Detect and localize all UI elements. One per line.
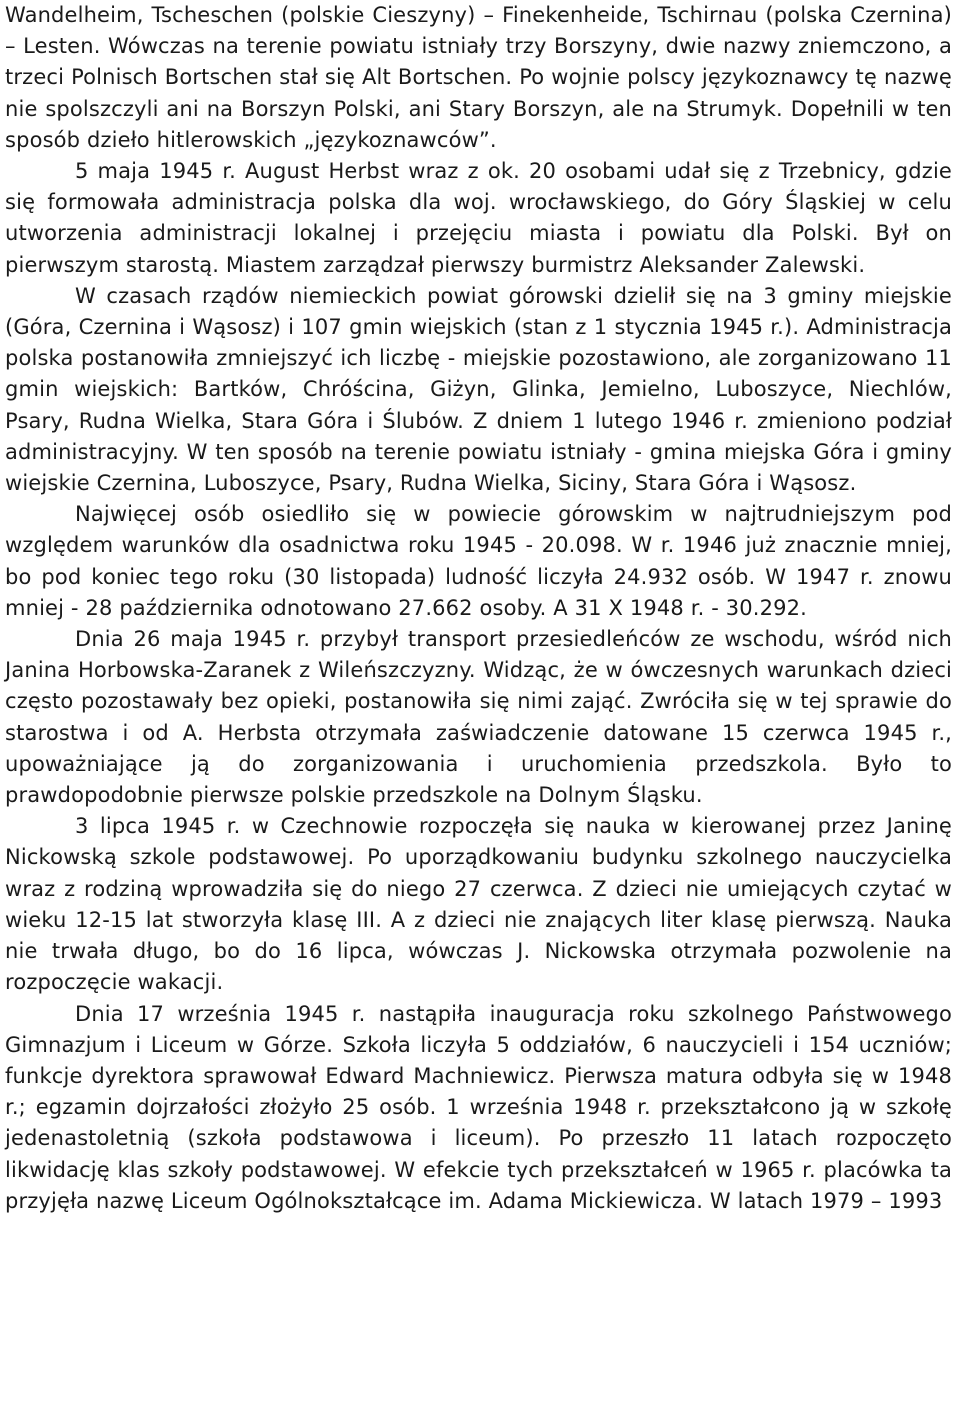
paragraph-first-kindergarten: Dnia 26 maja 1945 r. przybył transport przesiedleńców ze wschodu, wśród nich Janina Horbowska-Zaranek z Wileńszczyzny. Widząc, że w ówczesnych warunkach dzieci często pozostawały bez opieki, postanowiła się nimi zająć. Zwróciła się w tej sprawie do starostwa i od A. Herbsta otrzymała zaświadczenie datowane 15 czerwca 1945 r., upoważniające ją do zorganizowania i uruchomienia przedszkola. Było to prawdopodobnie pierwsze polskie przedszkole na Dolnym Śląsku. (5, 627, 952, 808)
paragraph-gymnasium-lyceum: Dnia 17 września 1945 r. nastąpiła inauguracja roku szkolnego Państwowego Gimnazjum i Liceum w Górze. Szkoła liczyła 5 oddziałów, 6 nauczycieli i 154 uczniów; funkcje dyrektora sprawował Edward Machniewicz. Pierwsza matura odbyła się w 1948 r.; egzamin dojrzałości złożyło 25 osób. 1 września 1948 r. przekształcono ją w szkołę jedenastoletnią (szkoła podstawowa i liceum). Po przeszło 11 latach rozpoczęto likwidację klas szkoły podstawowej. W efekcie tych przekształceń w 1965 r. placówka ta przyjęła nazwę Liceum Ogólnokształcące im. Adama Mickiewicza. W latach 1979 – 1993 (5, 1001, 952, 1213)
paragraph-czechnow-school: 3 lipca 1945 r. w Czechnowie rozpoczęła się nauka w kierowanej przez Janinę Nickowską szkole podstawowej. Po uporządkowaniu budynku szkolnego nauczycielka wraz z rodziną wprowadziła się do niego 27 czerwca. Z dzieci nie umiejących czytać w wieku 12-15 lat stworzyła klasę III. A z dzieci nie znających liter klasę pierwszą. Nauka nie trwała długo, bo do 16 lipca, wówczas J. Nickowska otrzymała pozwolenie na rozpoczęcie wakacji. (5, 814, 952, 995)
paragraph-august-herbst: 5 maja 1945 r. August Herbst wraz z ok. 20 osobami udał się z Trzebnicy, gdzie się formowała administracja polska dla woj. wrocławskiego, do Góry Śląskiej w celu utworzenia administracji lokalnej i przejęciu miasta i powiatu dla Polski. Był on pierwszym starostą. Miastem zarządzał pierwszy burmistrz Aleksander Zalewski. (5, 159, 952, 277)
paragraph-administrative-division: W czasach rządów niemieckich powiat górowski dzielił się na 3 gminy miejskie (Góra, Czernina i Wąsosz) i 107 gmin wiejskich (stan z 1 stycznia 1945 r.). Administracja polska postanowiła zmniejszyć ich liczbę - miejskie pozostawiono, ale zorganizowano 11 gmin wiejskich: Bartków, Chróścina, Giżyn, Glinka, Jemielno, Luboszyce, Niechlów, Psary, Rudna Wielka, Stara Góra i Ślubów. Z dniem 1 lutego 1946 r. zmieniono podział administracyjny. W ten sposób na terenie powiatu istniały - gmina miejska Góra i gminy wiejskie Czernina, Luboszyce, Psary, Rudna Wielka, Siciny, Stara Góra i Wąsosz. (5, 283, 952, 496)
paragraph-place-names: Wandelheim, Tscheschen (polskie Cieszyny) – Finekenheide, Tschirnau (polska Czernina) – Lesten. Wówczas na terenie powiatu istniały trzy Borszyny, dwie nazwy zniemczono, a trzeci Polnisch Bortschen stał się Alt Bortschen. Po wojnie polscy językoznawcy tę nazwę nie spolszczyli ani na Borszyn Polski, ani Stary Borszyn, ale na Strumyk. Dopełnili w ten sposób dzieło hitlerowskich „językoznawców”. (5, 3, 952, 152)
paragraph-settlement-population: Najwięcej osób osiedliło się w powiecie górowskim w najtrudniejszym pod względem warunków dla osadnictwa roku 1945 - 20.098. W r. 1946 już znacznie mniej, bo pod koniec tego roku (30 listopada) ludność liczyła 24.932 osób. W 1947 r. znowu mniej - 28 października odnotowano 27.662 osoby. A 31 X 1948 r. - 30.292. (5, 502, 952, 620)
